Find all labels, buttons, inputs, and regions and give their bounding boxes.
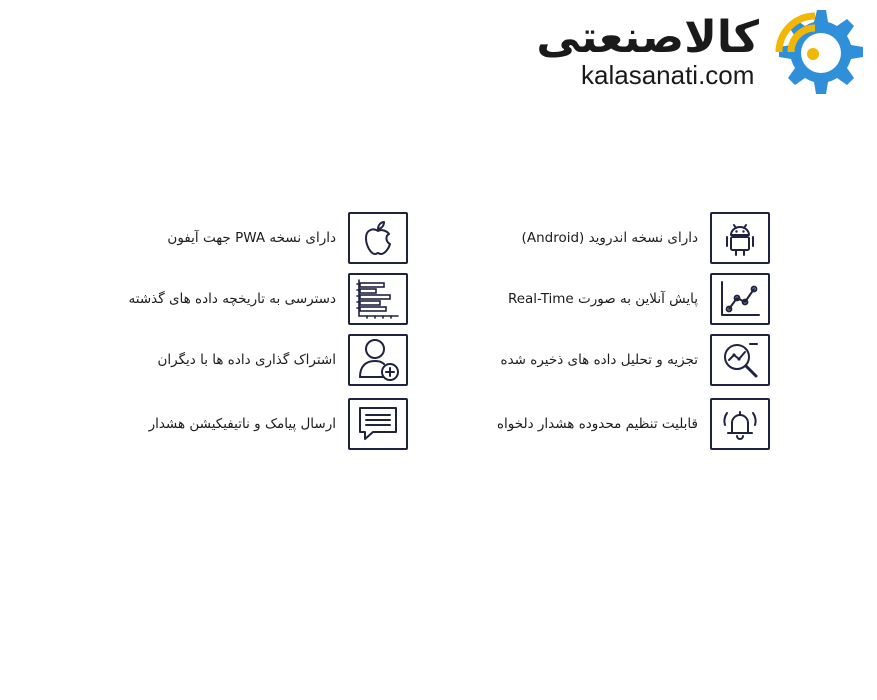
brand-name: کالاصنعتی xyxy=(536,12,759,63)
android-icon-box xyxy=(710,212,770,264)
line-chart-icon xyxy=(718,279,762,319)
gear-signal-icon xyxy=(763,2,871,102)
bar-chart-icon-box xyxy=(348,273,408,325)
android-icon xyxy=(720,218,760,258)
feature-label: اشتراک گذاری داده ها با دیگران xyxy=(157,352,336,368)
analytics-icon-box xyxy=(710,334,770,386)
apple-icon-box xyxy=(348,212,408,264)
feature-label: دارای نسخه اندروید (Android) xyxy=(521,230,698,246)
feature-alarm-range xyxy=(430,398,770,452)
bar-chart-icon xyxy=(355,278,401,320)
feature-label: پایش آنلاین به صورت Real-Time xyxy=(507,291,698,307)
alarm-bell-icon xyxy=(719,403,761,445)
apple-icon xyxy=(358,218,398,258)
message-icon xyxy=(355,404,401,444)
feature-pwa xyxy=(60,212,408,266)
add-user-icon-box xyxy=(348,334,408,386)
brand-url: kalasanati.com xyxy=(581,60,755,90)
feature-sms xyxy=(60,398,408,452)
add-user-icon xyxy=(355,337,401,383)
feature-history xyxy=(60,273,408,327)
alarm-icon-box xyxy=(710,398,770,450)
feature-android xyxy=(430,212,770,266)
feature-share xyxy=(60,334,408,388)
feature-analysis xyxy=(430,334,770,388)
brand-logo xyxy=(536,0,877,110)
feature-label: ارسال پیامک و ناتیفیکیشن هشدار xyxy=(148,416,336,432)
feature-label: دارای نسخه PWA جهت آیفون xyxy=(167,230,336,246)
line-chart-icon-box xyxy=(710,273,770,325)
message-icon-box xyxy=(348,398,408,450)
feature-label: دسترسی به تاریخچه داده های گذشته xyxy=(128,291,336,307)
feature-label: قابلیت تنظیم محدوده هشدار دلخواه xyxy=(496,416,698,432)
feature-label: تجزیه و تحلیل داده های ذخیره شده xyxy=(500,352,698,368)
feature-realtime xyxy=(430,273,770,327)
analytics-magnifier-icon xyxy=(719,339,761,381)
